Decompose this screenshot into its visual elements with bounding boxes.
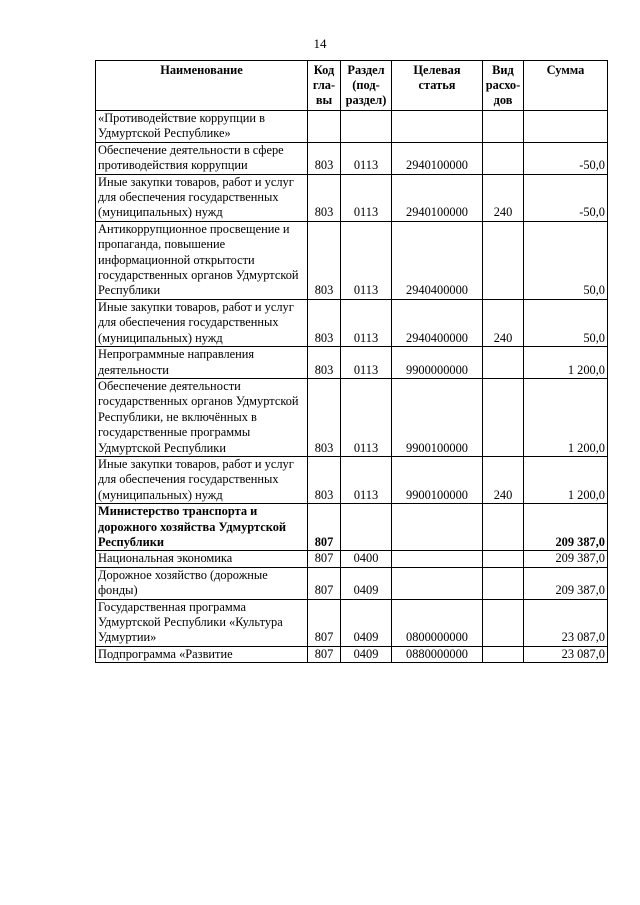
table-row xyxy=(96,111,608,143)
row-sum: 50,0 xyxy=(524,221,608,299)
row-expense xyxy=(483,111,524,143)
row-expense xyxy=(483,378,524,456)
row-code: 807 xyxy=(308,567,341,599)
header-section: Раздел (под- раздел) xyxy=(341,61,392,111)
row-target xyxy=(392,551,483,567)
row-expense: 240 xyxy=(483,456,524,503)
row-sum: 1 200,0 xyxy=(524,378,608,456)
row-name: Непрограммные направления деятельности xyxy=(96,347,308,379)
row-expense: 240 xyxy=(483,299,524,346)
table-row xyxy=(96,456,608,503)
row-name: Подпрограмма «Развитие xyxy=(96,646,308,662)
table-row xyxy=(96,378,608,456)
row-sum: 50,0 xyxy=(524,299,608,346)
row-sum xyxy=(524,111,608,143)
row-name: Государственная программа Удмуртской Республики «Культура Удмуртии» xyxy=(96,599,308,646)
row-target xyxy=(392,567,483,599)
row-target: 2940400000 xyxy=(392,299,483,346)
row-code: 803 xyxy=(308,347,341,379)
row-sum: 209 387,0 xyxy=(524,504,608,551)
row-expense xyxy=(483,567,524,599)
row-target: 2940100000 xyxy=(392,142,483,174)
row-expense xyxy=(483,646,524,662)
row-section: 0113 xyxy=(341,456,392,503)
table-row xyxy=(96,551,608,567)
row-target: 0880000000 xyxy=(392,646,483,662)
row-name: Национальная экономика xyxy=(96,551,308,567)
header-expense: Вид расхо- дов xyxy=(483,61,524,111)
header-code: Код гла- вы xyxy=(308,61,341,111)
row-name: Иные закупки товаров, работ и услуг для обеспечения государственных (муниципальных) нужд xyxy=(96,456,308,503)
row-name: «Противодействие коррупции в Удмуртской Республике» xyxy=(96,111,308,143)
row-section: 0113 xyxy=(341,174,392,221)
row-name: Министерство транспорта и дорожного хозяйства Удмуртской Республики xyxy=(96,504,308,551)
row-expense xyxy=(483,347,524,379)
header-target: Целевая статья xyxy=(392,61,483,111)
table-row xyxy=(96,299,608,346)
row-sum: 1 200,0 xyxy=(524,456,608,503)
row-section: 0113 xyxy=(341,378,392,456)
row-expense xyxy=(483,551,524,567)
budget-table xyxy=(95,60,608,663)
row-name: Иные закупки товаров, работ и услуг для обеспечения государственных (муниципальных) нужд xyxy=(96,174,308,221)
table-row xyxy=(96,504,608,551)
row-sum: -50,0 xyxy=(524,174,608,221)
row-sum: 1 200,0 xyxy=(524,347,608,379)
row-code: 807 xyxy=(308,599,341,646)
header-sum: Сумма xyxy=(524,61,608,111)
row-target: 9900000000 xyxy=(392,347,483,379)
row-code: 803 xyxy=(308,221,341,299)
row-code: 803 xyxy=(308,142,341,174)
page-number: 14 xyxy=(313,36,327,51)
row-code: 803 xyxy=(308,378,341,456)
row-section: 0409 xyxy=(341,599,392,646)
row-target: 2940400000 xyxy=(392,221,483,299)
row-code: 807 xyxy=(308,551,341,567)
row-target: 0800000000 xyxy=(392,599,483,646)
row-code: 803 xyxy=(308,299,341,346)
row-section: 0409 xyxy=(341,646,392,662)
row-section xyxy=(341,504,392,551)
row-name: Обеспечение деятельности государственных органов Удмуртской Республики, не включённых в государственные программы Удмуртской Республики xyxy=(96,378,308,456)
table-row xyxy=(96,221,608,299)
row-code: 807 xyxy=(308,504,341,551)
row-section: 0409 xyxy=(341,567,392,599)
row-target xyxy=(392,504,483,551)
row-name: Обеспечение деятельности в сфере противодействия коррупции xyxy=(96,142,308,174)
table-header-row xyxy=(96,61,608,111)
row-name: Дорожное хозяйство (дорожные фонды) xyxy=(96,567,308,599)
row-expense xyxy=(483,599,524,646)
table-row xyxy=(96,347,608,379)
row-expense xyxy=(483,504,524,551)
table-row xyxy=(96,567,608,599)
row-expense xyxy=(483,221,524,299)
row-sum: 23 087,0 xyxy=(524,599,608,646)
row-expense: 240 xyxy=(483,174,524,221)
row-sum: -50,0 xyxy=(524,142,608,174)
row-sum: 209 387,0 xyxy=(524,551,608,567)
row-code xyxy=(308,111,341,143)
row-code: 803 xyxy=(308,174,341,221)
row-section: 0400 xyxy=(341,551,392,567)
row-section: 0113 xyxy=(341,299,392,346)
row-section: 0113 xyxy=(341,221,392,299)
row-target: 2940100000 xyxy=(392,174,483,221)
row-name: Иные закупки товаров, работ и услуг для обеспечения государственных (муниципальных) нужд xyxy=(96,299,308,346)
row-section: 0113 xyxy=(341,142,392,174)
row-expense xyxy=(483,142,524,174)
row-sum: 209 387,0 xyxy=(524,567,608,599)
row-target: 9900100000 xyxy=(392,456,483,503)
row-code: 807 xyxy=(308,646,341,662)
table-row xyxy=(96,142,608,174)
row-section: 0113 xyxy=(341,347,392,379)
row-sum: 23 087,0 xyxy=(524,646,608,662)
row-name: Антикоррупционное просвещение и пропаганда, повышение информационной открытости государственных органов Удмуртской Республики xyxy=(96,221,308,299)
row-code: 803 xyxy=(308,456,341,503)
row-section xyxy=(341,111,392,143)
table-row xyxy=(96,174,608,221)
table-row xyxy=(96,599,608,646)
table-row xyxy=(96,646,608,662)
row-target xyxy=(392,111,483,143)
header-name: Наименование xyxy=(96,61,308,111)
row-target: 9900100000 xyxy=(392,378,483,456)
